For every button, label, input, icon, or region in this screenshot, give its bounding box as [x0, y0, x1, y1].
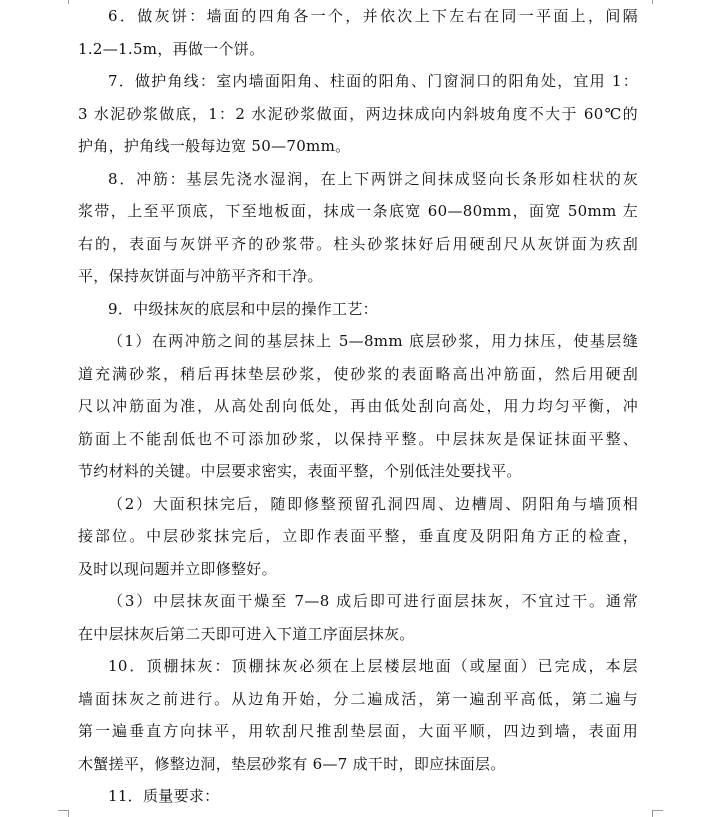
text-line: 浆带，上至平顶底，下至地板面，抹成一条底宽 60—80mm，面宽 50mm 左 — [78, 202, 638, 220]
paragraph — [78, 325, 638, 488]
text-line: 道充满砂浆，稍后再抹垫层砂浆，使砂浆的表面略高出冲筋面，然后用硬刮 — [78, 364, 638, 383]
text-line: （3）中层抹灰面干燥至 7—8 成后即可进行面层抹灰，不宜过干。通常 — [108, 592, 638, 610]
paragraph — [78, 650, 638, 780]
text-line: 第一遍垂直方向抹平，用软刮尺推刮垫层面，大面平顺，四边到墙，表面用 — [78, 722, 638, 740]
text-line: 筋面上不能刮低也不可添加砂浆，以保持平整。中层抹灰是保证抹面平整、 — [78, 429, 638, 448]
text-line: 及时以现问题并立即修整好。 — [78, 559, 277, 578]
text-line: 节约材料的关键。中层要求密实，表面平整，个别低洼处要找平。 — [78, 462, 522, 480]
paragraph — [78, 0, 638, 65]
paragraph — [78, 585, 638, 650]
paragraph — [78, 65, 638, 163]
text-line: 木蟹搓平，修整边洞，垫层砂浆有 6—7 成干时，即应抹面层。 — [78, 754, 506, 773]
text-line: 在中层抹灰后第二天即可进入下道工序面层抹灰。 — [78, 624, 415, 643]
paragraph — [78, 488, 638, 586]
paragraph — [78, 163, 638, 293]
text-line: 6．做灰饼：墙面的四角各一个，并依次上下左右在同一平面上，间隔 — [108, 7, 638, 25]
text-line: 墙面抹灰之前进行。从边角开始，分二遍成活，第一遍刮平高低，第二遍与 — [78, 689, 638, 708]
text-line: 平，保持灰饼面与冲筋平齐和干净。 — [78, 267, 323, 285]
crop-mark-top-right — [652, 0, 663, 4]
paragraph — [78, 780, 638, 813]
text-line: 10．顶棚抹灰：顶棚抹灰必须在上层楼层地面（或屋面）已完成，本层 — [108, 657, 638, 675]
text-line: 尺以冲筋面为准，从高处刮向低处，再由低处刮向高处，用力均匀平衡，冲 — [78, 397, 638, 415]
text-line: 1.2—1.5m，再做一个饼。 — [78, 39, 265, 58]
crop-mark-top-left — [58, 0, 69, 4]
text-line: （1）在两冲筋之间的基层抹上 5—8mm 底层砂浆，用力抹压，使基层缝 — [108, 332, 638, 350]
text-line: 8．冲筋：基层先浇水湿润，在上下两饼之间抹成竖向长条形如柱状的灰 — [108, 169, 638, 188]
document-body — [78, 0, 638, 813]
text-line: 护角，护角线一般每边宽 50—70mm。 — [78, 137, 351, 155]
text-line: （2）大面积抹完后，随即修整预留孔洞四周、边槽周、阴阳角与墙顶相 — [108, 494, 638, 513]
paragraph — [78, 293, 638, 326]
text-line: 3 水泥砂浆做底，1：2 水泥砂浆做面，两边抹成向内斜坡角度不大于 60℃的 — [78, 104, 638, 123]
text-line: 右的，表面与灰饼平齐的砂浆带。柱头砂浆抹好后用硬刮尺从灰饼面为疚刮 — [78, 234, 638, 253]
text-line: 9．中级抹灰的底层和中层的操作工艺： — [108, 299, 378, 318]
text-line: 11．质量要求： — [108, 787, 220, 805]
text-line: 接部位。中层砂浆抹完后，立即作表面平整，垂直度及阴阳角方正的检查， — [78, 527, 638, 545]
text-line: 7．做护角线：室内墙面阳角、柱面的阳角、门窗洞口的阳角处，宜用 1： — [108, 72, 638, 90]
